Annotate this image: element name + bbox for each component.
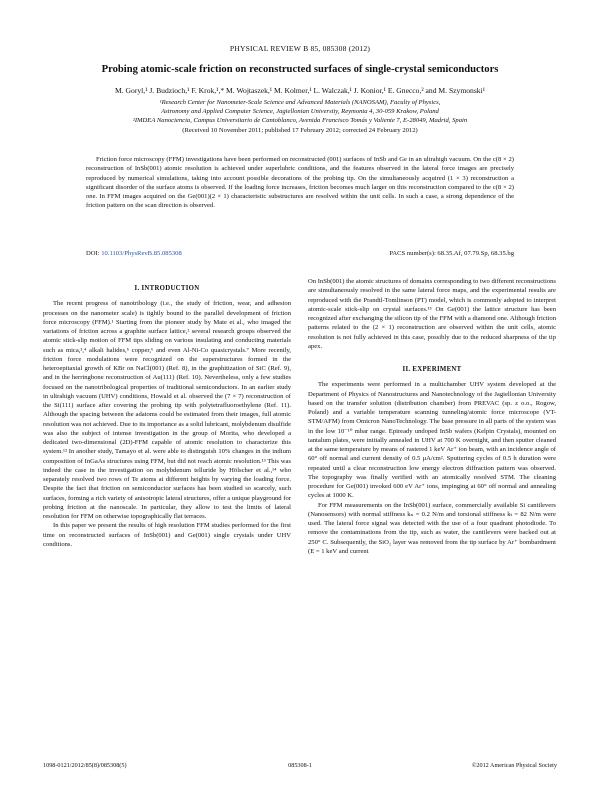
- right-column: [308, 277, 556, 556]
- paragraph: On InSb(001) the atomic structures of domains corresponding to two different reconstructions are simultaneously resolved in the same lateral force maps, and the experimental results are reproduced with the Prandtl-Tomlinson (PT) model, which is commonly adopted to interpret atomic-scale stick-slip on crystal surfaces.¹⁵ On Ge(001) the lattice structure has been recognized after exchanging the silicon tip of the FFM with a diamond one. Although friction patterns related to the (2 × 1) reconstruction are observed within the unit cells, atomic resolution is not fully achieved in this case, possibly due to the reduced sharpness of the tip apex.: [308, 278, 557, 350]
- paragraph: For FFM measurements on the InSb(001) surface, commercially available Si cantilevers (Nanosensors) with normal stiffness kₙ = 0.2 N/m and torsional stiffness kₜ = 82 N/m were used. The lateral force signal was detected with the use of a four quadrant photodiode. To remove the contaminations from the tip, such as water, the cantilevers were backed out at 250° C. Subsequently, the SiO₂ layer was removed from the tip surface by Ar⁺ bombardment (E = 1 keV and current: [308, 501, 556, 555]
- paragraph: The experiments were performed in a multichamber UHV system developed at the Department of Physics of Nanostructures and Nanotechnology of the Jagiellonian University based on the transfer solution (distribution chamber) from PREVAC (sp. z o.o., Rogow, Poland) and a variable temperature scanning tunneling/atomic force microscope (VT-STM/AFM) from Omicron NanoTechnology. The base pressure in all parts of the system was in the low 10⁻¹⁰ mbar range. Epiready undoped InSb wafers (Kelpin Crystals), mounted on tantalum plates, were initially annealed in UHV at 700 K overnight, and then sputter cleaned at the same temperature by means of rastered 1 keV Ar⁺ ion beam, with an incidence angle of 60° off normal and current density of 0.5 μA/cm². Sputtering cycles of 0.5 h duration were repeated until a clear reconstruction low energy electron diffraction pattern was observed. The topography was finally verified with an atomically resolved STM. The cleaning procedure for Ge(001) invoked 600 eV Ar⁺ ions, impinging at 60° off normal and annealing cycles at 1000 K.: [308, 381, 556, 500]
- paper-title: Probing atomic-scale friction on reconstructed surfaces of single-crystal semiconductors: [101, 64, 499, 75]
- affiliation-line: ²IMDEA Nanociencia, Campus Universitario de Cantoblanco, Avenida Francisco Tomás y Valiente 7, E-28049, Madrid, Spain: [132, 117, 468, 125]
- affiliation-line: ¹Research Center for Nanometer-Scale Science and Advanced Materials (NANOSAM), Faculty of Physics,: [159, 99, 441, 106]
- doi-label: DOI:: [86, 250, 100, 257]
- left-column: [43, 284, 291, 549]
- abstract: Friction force microscopy (FFM) investigations have been performed on reconstructed (001) surfaces of InSb and Ge in an ultrahigh vacuum. On the c(8 × 2) reconstruction of InSb(001) atomic resolution is achieved under superlubric conditions, and the features observed in the lateral force images are precisely reproduced by numerical simulations, taking into account possible decorations of the probing tip. On the simultaneously acquired (1 × 3) reconstruction a significant disorder of the surface atoms is observed. If the loading force increases, friction becomes much larger on this reconstruction compared to the c(8 × 2) one. In FFM images acquired on the Ge(001)(2 × 1) characteristic substructures are resolved within the unit cells. In such a case, a strong dependence of the friction pattern on the scan direction is observed.: [86, 156, 514, 210]
- doi-row: [86, 250, 514, 257]
- received-dates: (Received 10 November 2011; published 17 February 2012; corrected 24 February 2012): [182, 126, 418, 134]
- paragraph: In this paper we present the results of high resolution FFM studies performed for the first time on reconstructed surfaces of InSb(001) and Ge(001) single crystals under UHV conditions.: [43, 522, 291, 548]
- affiliations: [40, 98, 560, 135]
- section-heading-introduction: I. INTRODUCTION: [134, 285, 200, 292]
- affiliation-line: Astronomy and Applied Computer Science, Jagiellonian University, Reymonta 4, 30-059 Krakow, Poland: [161, 108, 439, 116]
- section-heading-experiment: II. EXPERIMENT: [402, 366, 462, 373]
- footer-page-number: 085308-1: [288, 762, 312, 769]
- pacs-numbers: PACS number(s): 68.35.Af, 07.79.Sp, 68.35.bg: [389, 250, 514, 257]
- journal-header: PHYSICAL REVIEW B 85, 085308 (2012): [229, 44, 371, 53]
- footer-copyright: ©2012 American Physical Society: [471, 762, 557, 769]
- footer-issn: 1098-0121/2012/85(8)/085308(5): [43, 762, 127, 769]
- author-list: M. Goryl,¹ J. Budzioch,¹ F. Krok,¹,* M. Wojtaszek,¹ M. Kolmer,¹ L. Walczak,¹ J. Konior,¹ E. Gnecco,² and M. Szymonski¹: [115, 86, 485, 95]
- paragraph: The recent progress of nanotribology (i.e., the study of friction, wear, and adhesion processes on the nanometer scale) is tightly bound to the parallel development of friction force microscopy (FFM).¹ Starting from the pioneer study by Mate et al., who imaged the variations of friction across a graphite surface lattice,² several research groups observed the atomic stick-slip motion of FFM tips sliding on various insulating and conducting materials such as mica,³,⁴ alkali halides,⁵ copper,⁶ and even Al-Ni-Co quasicrystals.⁷ More recently, friction force modulations were recognized on the superstructures formed in the heteroepitaxial growth of KBr on NaCl(001) (Ref. 8), in the graphitization of SiC (Ref. 9), and in the herringbone reconstruction of Au(111) (Ref. 10). Nevertheless, only a few studies focused on the nanotribological properties of traditional semiconductors. In an earlier study in ultrahigh vacuum (UHV) conditions, Howald et al. observed the (7 × 7) reconstruction of the Si(111) surface after covering the probing tip with polytetrafluoroethylene (Ref. 11). Although the spacing between the adatoms could be estimated from their images, full atomic resolution was not achieved. Due to its importance as a solid lubricant, molybdenum disulfide was also the subject of intense investigation in the group of Morita, who developed a dedicated two-dimensional (2D)-FFM capable of atomic resolution to characterize this system.¹² In another study, Tamayo et al. were able to distinguish 10% changes in the indium composition of InGaAs structures using FFM, but did not reach atomic resolution.¹³ This was indeed the case in the investigation on molybdenum telluride by Hölscher et al.,¹⁴ who separately resolved two rows of Te atoms at different heights by varying the loading force. Despite the fact that friction on semiconductor surfaces has been studied so scarcely, such surfaces, forming a rich variety of anisotropic lateral structures, offer a unique playground for probing friction at the nanoscale. In particular, they allow to test the limits of lateral resolution for FFM on otherwise topographically flat terraces.: [43, 300, 291, 520]
- doi-link[interactable]: 10.1103/PhysRevB.85.085308: [101, 250, 182, 257]
